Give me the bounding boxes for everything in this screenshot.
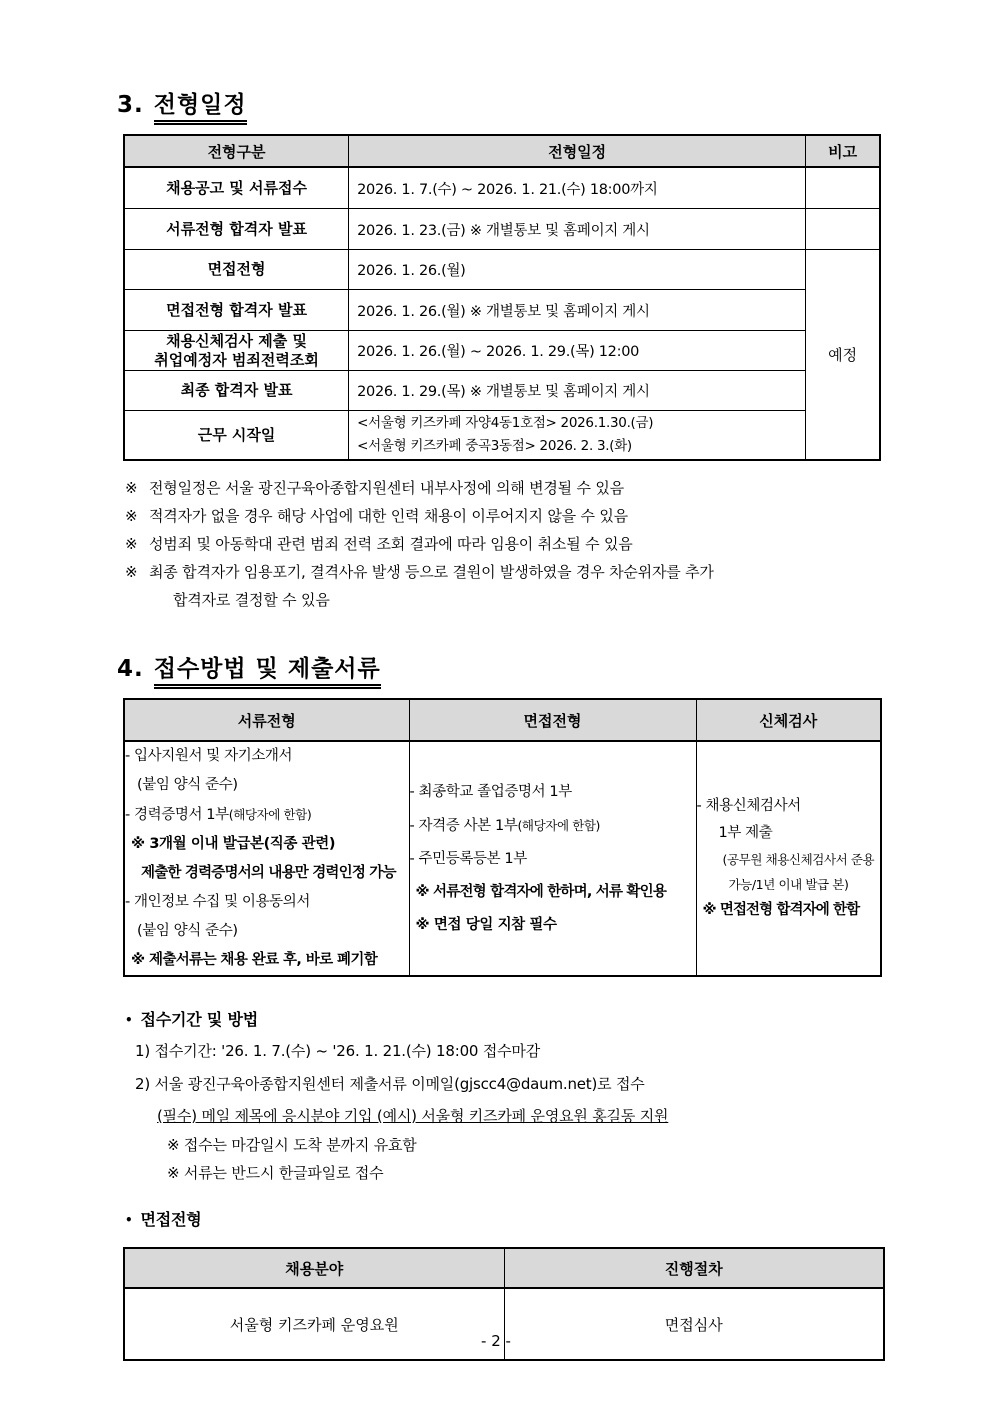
table-row [124, 411, 880, 461]
schedule-row-label: 서류전형 합격자 발표 [124, 209, 349, 250]
doc-line-small: (해당자에 한함) [228, 807, 312, 822]
table-row [124, 371, 880, 411]
doc-line: 1부 제출 [718, 825, 773, 841]
table-row [124, 290, 880, 331]
schedule-row-value [349, 411, 806, 461]
note-text: 전형일정은 서울 광진구육아종합지원센터 내부사정에 의해 변경될 수 있음 [149, 479, 624, 497]
schedule-notes [123, 474, 881, 614]
list-item: 2) 서울 광진구육아종합지원센터 제출서류 이메일(gjscc4@daum.net)로 접수 [135, 1075, 645, 1093]
interview-header-procedure: 진행절차 [504, 1248, 884, 1288]
doc-line: - 채용신체검사서 [696, 798, 801, 814]
bullet-icon: • [125, 1013, 133, 1027]
schedule-row-label [124, 331, 349, 371]
doc-line: - 최종학교 졸업증명서 1부 [409, 783, 572, 800]
list-item [123, 474, 881, 502]
schedule-row-label: 최종 합격자 발표 [124, 371, 349, 411]
doc-line: - 입사지원서 및 자기소개서 [125, 748, 293, 764]
schedule-header-schedule: 전형일정 [349, 135, 806, 167]
table-row [124, 331, 880, 371]
schedule-row-value: 2026. 1. 26.(월) [349, 250, 806, 290]
schedule-remark-merged: 예정 [806, 250, 880, 461]
schedule-row-label: 근무 시작일 [124, 411, 349, 461]
schedule-row-label-line2: 취업예정자 범죄전력조회 [154, 350, 319, 369]
table-row [124, 209, 880, 250]
list-item [123, 530, 881, 558]
documents-col-interview [409, 741, 696, 976]
schedule-row-remark [806, 209, 880, 250]
interview-header-field: 채용분야 [124, 1248, 504, 1288]
section3-title: 전형일정 [154, 92, 247, 125]
doc-line-main: - 경력증명서 1부 [125, 807, 229, 823]
section3-number: 3. [117, 92, 144, 118]
doc-line: ※ 면접전형 합격자에 한함 [702, 902, 860, 918]
schedule-row-value: 2026. 1. 29.(목) ※ 개별통보 및 홈페이지 게시 [349, 371, 806, 411]
interview-field-cell: 서울형 키즈카페 운영요원 [124, 1288, 504, 1360]
work-start-line1: <서울형 키즈카페 자양4동1호점> 2026.1.30.(금) [357, 415, 654, 431]
note-mark: ※ [125, 535, 138, 553]
doc-line-small: (해당자에 한함) [517, 817, 601, 833]
schedule-header-row [124, 135, 880, 167]
documents-header-physical: 신체검사 [696, 699, 881, 741]
mail-subject-note: (필수) 메일 제목에 응시분야 기입 (예시) 서울형 키즈카페 운영요원 홍길동 지원 [157, 1107, 669, 1125]
note-text: 적격자가 없을 경우 해당 사업에 대한 인력 채용이 이루어지지 않을 수 있음 [149, 507, 628, 525]
section3-heading [117, 86, 881, 119]
schedule-row-label: 채용공고 및 서류접수 [124, 167, 349, 209]
schedule-row-label: 면접전형 [124, 250, 349, 290]
doc-line: ※ 제출서류는 채용 완료 후, 바로 폐기함 [131, 952, 378, 968]
page-number: - 2 - [481, 1332, 511, 1350]
reception-section [123, 1005, 881, 1235]
documents-header-interview: 면접전형 [409, 699, 696, 741]
doc-line: (공무원 채용신체검사서 준용 [722, 852, 875, 867]
doc-line: (붙임 양식 준수) [137, 777, 238, 793]
note-text [149, 558, 881, 614]
list-item: ※ 서류는 반드시 한글파일로 접수 [167, 1164, 384, 1182]
reception-title: 접수기간 및 방법 [140, 1010, 259, 1029]
documents-header-paper: 서류전형 [124, 699, 409, 741]
documents-header-row [124, 699, 881, 741]
schedule-row-label: 면접전형 합격자 발표 [124, 290, 349, 331]
schedule-row-label-line1: 채용신체검사 제출 및 [166, 331, 307, 350]
section4-title: 접수방법 및 제출서류 [154, 656, 381, 689]
doc-line: ※ 3개월 이내 발급본(직종 관련) [131, 836, 336, 852]
documents-table [123, 698, 882, 977]
list-item [123, 558, 881, 614]
work-start-line2: <서울형 키즈카페 중곡3동점> 2026. 2. 3.(화) [357, 438, 632, 454]
interview-procedure-cell: 면접심사 [504, 1288, 884, 1360]
doc-line: ※ 면접 당일 지참 필수 [415, 916, 557, 933]
schedule-row-value: 2026. 1. 26.(월) ※ 개별통보 및 홈페이지 게시 [349, 290, 806, 331]
documents-col-physical [696, 741, 881, 976]
schedule-row-remark [806, 167, 880, 209]
section4-heading [117, 650, 881, 683]
schedule-header-category: 전형구분 [124, 135, 349, 167]
interview-header-row [124, 1248, 884, 1288]
list-item: ※ 접수는 마감일시 도착 분까지 유효함 [167, 1136, 417, 1154]
note-text: 성범죄 및 아동학대 관련 범죄 전력 조회 결과에 따라 임용이 취소될 수 있음 [149, 535, 633, 553]
list-item [123, 502, 881, 530]
doc-line: 제출한 경력증명서의 내용만 경력인정 가능 [141, 865, 396, 881]
table-row [124, 250, 880, 290]
schedule-row-value: 2026. 1. 23.(금) ※ 개별통보 및 홈페이지 게시 [349, 209, 806, 250]
doc-line-main: - 자격증 사본 1부 [409, 817, 518, 834]
note-text-line2: 합격자로 결정할 수 있음 [173, 591, 330, 609]
bullet-icon: • [125, 1213, 133, 1227]
note-mark: ※ [125, 507, 138, 525]
table-row [124, 741, 881, 976]
doc-line [410, 809, 696, 843]
note-mark: ※ [125, 563, 138, 581]
reception-title-row [125, 1005, 881, 1035]
doc-line [125, 800, 409, 830]
doc-line: - 개인정보 수집 및 이용동의서 [125, 894, 310, 910]
doc-line: ※ 서류전형 합격자에 한하며, 서류 확인용 [415, 883, 667, 900]
document-page [117, 86, 881, 1361]
doc-line: - 주민등록등본 1부 [409, 850, 527, 867]
doc-line: (붙임 양식 준수) [137, 923, 238, 939]
documents-col-paper [124, 741, 409, 976]
interview-section-title: 면접전형 [140, 1210, 202, 1229]
note-mark: ※ [125, 479, 138, 497]
note-text-line1: 최종 합격자가 임용포기, 결격사유 발생 등으로 결원이 발생하였을 경우 차순위자를 추가 [149, 563, 714, 581]
schedule-table [123, 134, 881, 461]
interview-title-row [125, 1205, 881, 1235]
doc-line: 가능/1년 이내 발급 본) [728, 877, 849, 892]
schedule-row-value: 2026. 1. 26.(월) ~ 2026. 1. 29.(목) 12:00 [349, 331, 806, 371]
list-item: 1) 접수기간: '26. 1. 7.(수) ~ '26. 1. 21.(수) 18:00 접수마감 [135, 1042, 540, 1060]
schedule-row-value: 2026. 1. 7.(수) ~ 2026. 1. 21.(수) 18:00까지 [349, 167, 806, 209]
table-row [124, 167, 880, 209]
schedule-header-remark: 비고 [806, 135, 880, 167]
section4-number: 4. [117, 656, 144, 682]
